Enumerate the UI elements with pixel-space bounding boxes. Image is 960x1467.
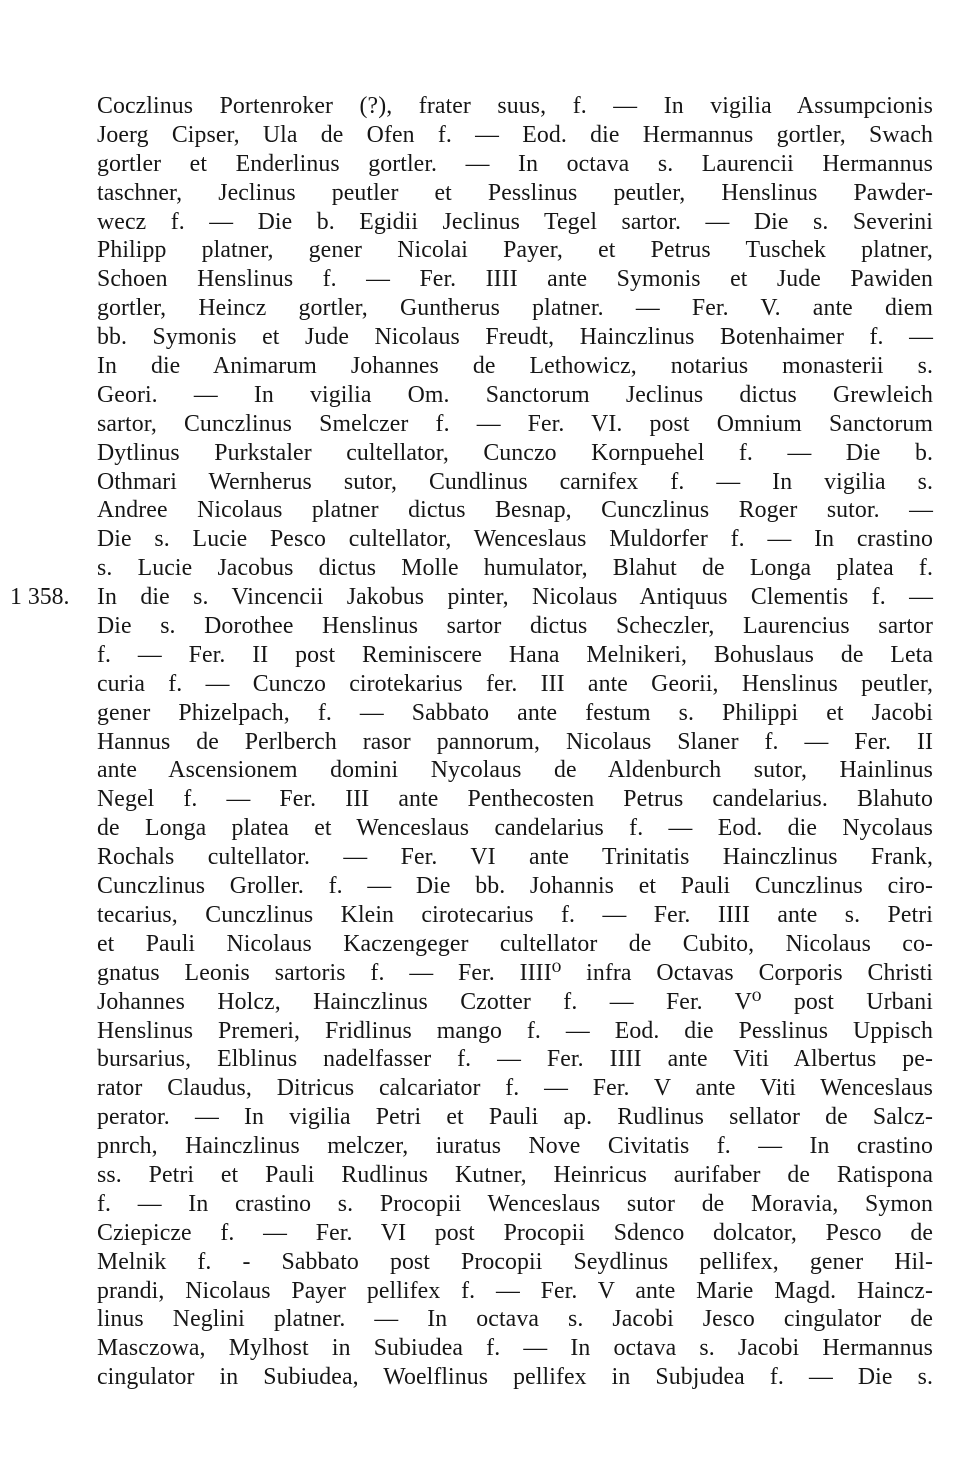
text-line: Cunczlinus Groller. f. — Die bb. Johannis et Pauli Cunczlinus ciro- — [97, 873, 933, 900]
text-line: cingulator in Subiudea, Woelflinus pellifex in Subjudea f. — Die s. — [97, 1364, 933, 1391]
text-line: linus Neglini platner. — In octava s. Jacobi Jesco cingulator de — [97, 1306, 933, 1333]
text-line: gortler, Heincz gortler, Guntherus platner. — Fer. V. ante diem — [97, 295, 933, 322]
text-line: f. — In crastino s. Procopii Wenceslaus sutor de Moravia, Symon — [97, 1190, 933, 1217]
text-line: In die Animarum Johannes de Lethowicz, notarius monasterii s. — [97, 353, 933, 380]
text-line: sartor, Cunczlinus Smelczer f. — Fer. VI. post Omnium Sanctorum — [97, 410, 933, 437]
text-line: prandi, Nicolaus Payer pellifex f. — Fer. V ante Marie Magd. Haincz- — [97, 1277, 933, 1304]
text-line: et Pauli Nicolaus Kaczengeger cultellator de Cubito, Nicolaus co- — [97, 930, 933, 957]
text-line: bursarius, Elblinus nadelfasser f. — Fer. IIII ante Viti Albertus pe- — [97, 1046, 933, 1073]
text-line: curia f. — Cunczo cirotekarius fer. III ante Georii, Henslinus peutler, — [97, 670, 933, 697]
text-line: Hannus de Perlberch rasor pannorum, Nicolaus Slaner f. — Fer. II — [97, 728, 933, 755]
text-line: In die s. Vincencii Jakobus pinter, Nicolaus Antiquus Clementis f. — — [97, 584, 933, 611]
body-text — [97, 92, 933, 1392]
text-line: Geori. — In vigilia Om. Sanctorum Jeclinus dictus Grewleich — [97, 381, 933, 408]
margin-year-note: 1 358. — [10, 584, 70, 611]
text-line: Joerg Cipser, Ula de Ofen f. — Eod. die Hermannus gortler, Swach — [97, 121, 933, 148]
text-line: f. — Fer. II post Reminiscere Hana Melnikeri, Bohuslaus de Leta — [97, 641, 933, 668]
text-line: tecarius, Cunczlinus Klein cirotecarius f. — Fer. IIII ante s. Petri — [97, 901, 933, 928]
text-line: de Longa platea et Wenceslaus candelarius f. — Eod. die Nycolaus — [97, 815, 933, 842]
text-line: Masczowa, Mylhost in Subiudea f. — In octava s. Jacobi Hermannus — [97, 1335, 933, 1362]
text-line: Johannes Holcz, Hainczlinus Czotter f. — Fer. V⁰ post Urbani — [97, 988, 933, 1015]
text-line: Othmari Wernherus sutor, Cundlinus carnifex f. — In vigilia s. — [97, 468, 933, 495]
text-line: gnatus Leonis sartoris f. — Fer. IIII⁰ infra Octavas Corporis Christi — [97, 959, 933, 986]
text-line: wecz f. — Die b. Egidii Jeclinus Tegel sartor. — Die s. Severini — [97, 208, 933, 235]
text-line: Die s. Lucie Pesco cultellator, Wenceslaus Muldorfer f. — In crastino — [97, 526, 933, 553]
text-line: taschner, Jeclinus peutler et Pesslinus peutler, Henslinus Pawder- — [97, 179, 933, 206]
text-line: gener Phizelpach, f. — Sabbato ante festum s. Philippi et Jacobi — [97, 699, 933, 726]
text-line: Negel f. — Fer. III ante Penthecosten Petrus candelarius. Blahuto — [97, 786, 933, 813]
text-line: Die s. Dorothee Henslinus sartor dictus Scheczler, Laurencius sartor — [97, 613, 933, 640]
text-line: rator Claudus, Ditricus calcariator f. — Fer. V ante Viti Wenceslaus — [97, 1075, 933, 1102]
text-line: ss. Petri et Pauli Rudlinus Kutner, Heinricus aurifaber de Ratispona — [97, 1161, 933, 1188]
text-line: pnrch, Hainczlinus melczer, iuratus Nove Civitatis f. — In crastino — [97, 1133, 933, 1160]
text-line: Melnik f. - Sabbato post Procopii Seydlinus pellifex, gener Hil- — [97, 1248, 933, 1275]
text-line: Andree Nicolaus platner dictus Besnap, Cunczlinus Roger sutor. — — [97, 497, 933, 524]
text-line: Cziepicze f. — Fer. VI post Procopii Sdenco dolcator, Pesco de — [97, 1219, 933, 1246]
text-line: bb. Symonis et Jude Nicolaus Freudt, Hainczlinus Botenhaimer f. — — [97, 324, 933, 351]
text-line: Philipp platner, gener Nicolai Payer, et Petrus Tuschek platner, — [97, 237, 933, 264]
text-line: Rochals cultellator. — Fer. VI ante Trinitatis Hainczlinus Frank, — [97, 844, 933, 871]
text-line: Coczlinus Portenroker (?), frater suus, f. — In vigilia Assumpcionis — [97, 93, 933, 119]
text-line: perator. — In vigilia Petri et Pauli ap. Rudlinus sellator de Salcz- — [97, 1104, 933, 1131]
text-line: Henslinus Premeri, Fridlinus mango f. — Eod. die Pesslinus Uppisch — [97, 1017, 933, 1044]
text-line: Dytlinus Purkstaler cultellator, Cunczo Kornpuehel f. — Die b. — [97, 439, 933, 466]
text-line: gortler et Enderlinus gortler. — In octava s. Laurencii Hermannus — [97, 150, 933, 177]
text-line: Schoen Henslinus f. — Fer. IIII ante Symonis et Jude Pawiden — [97, 266, 933, 293]
text-line: s. Lucie Jacobus dictus Molle humulator, Blahut de Longa platea f. — [97, 555, 933, 582]
text-line: ante Ascensionem domini Nycolaus de Aldenburch sutor, Hainlinus — [97, 757, 933, 784]
